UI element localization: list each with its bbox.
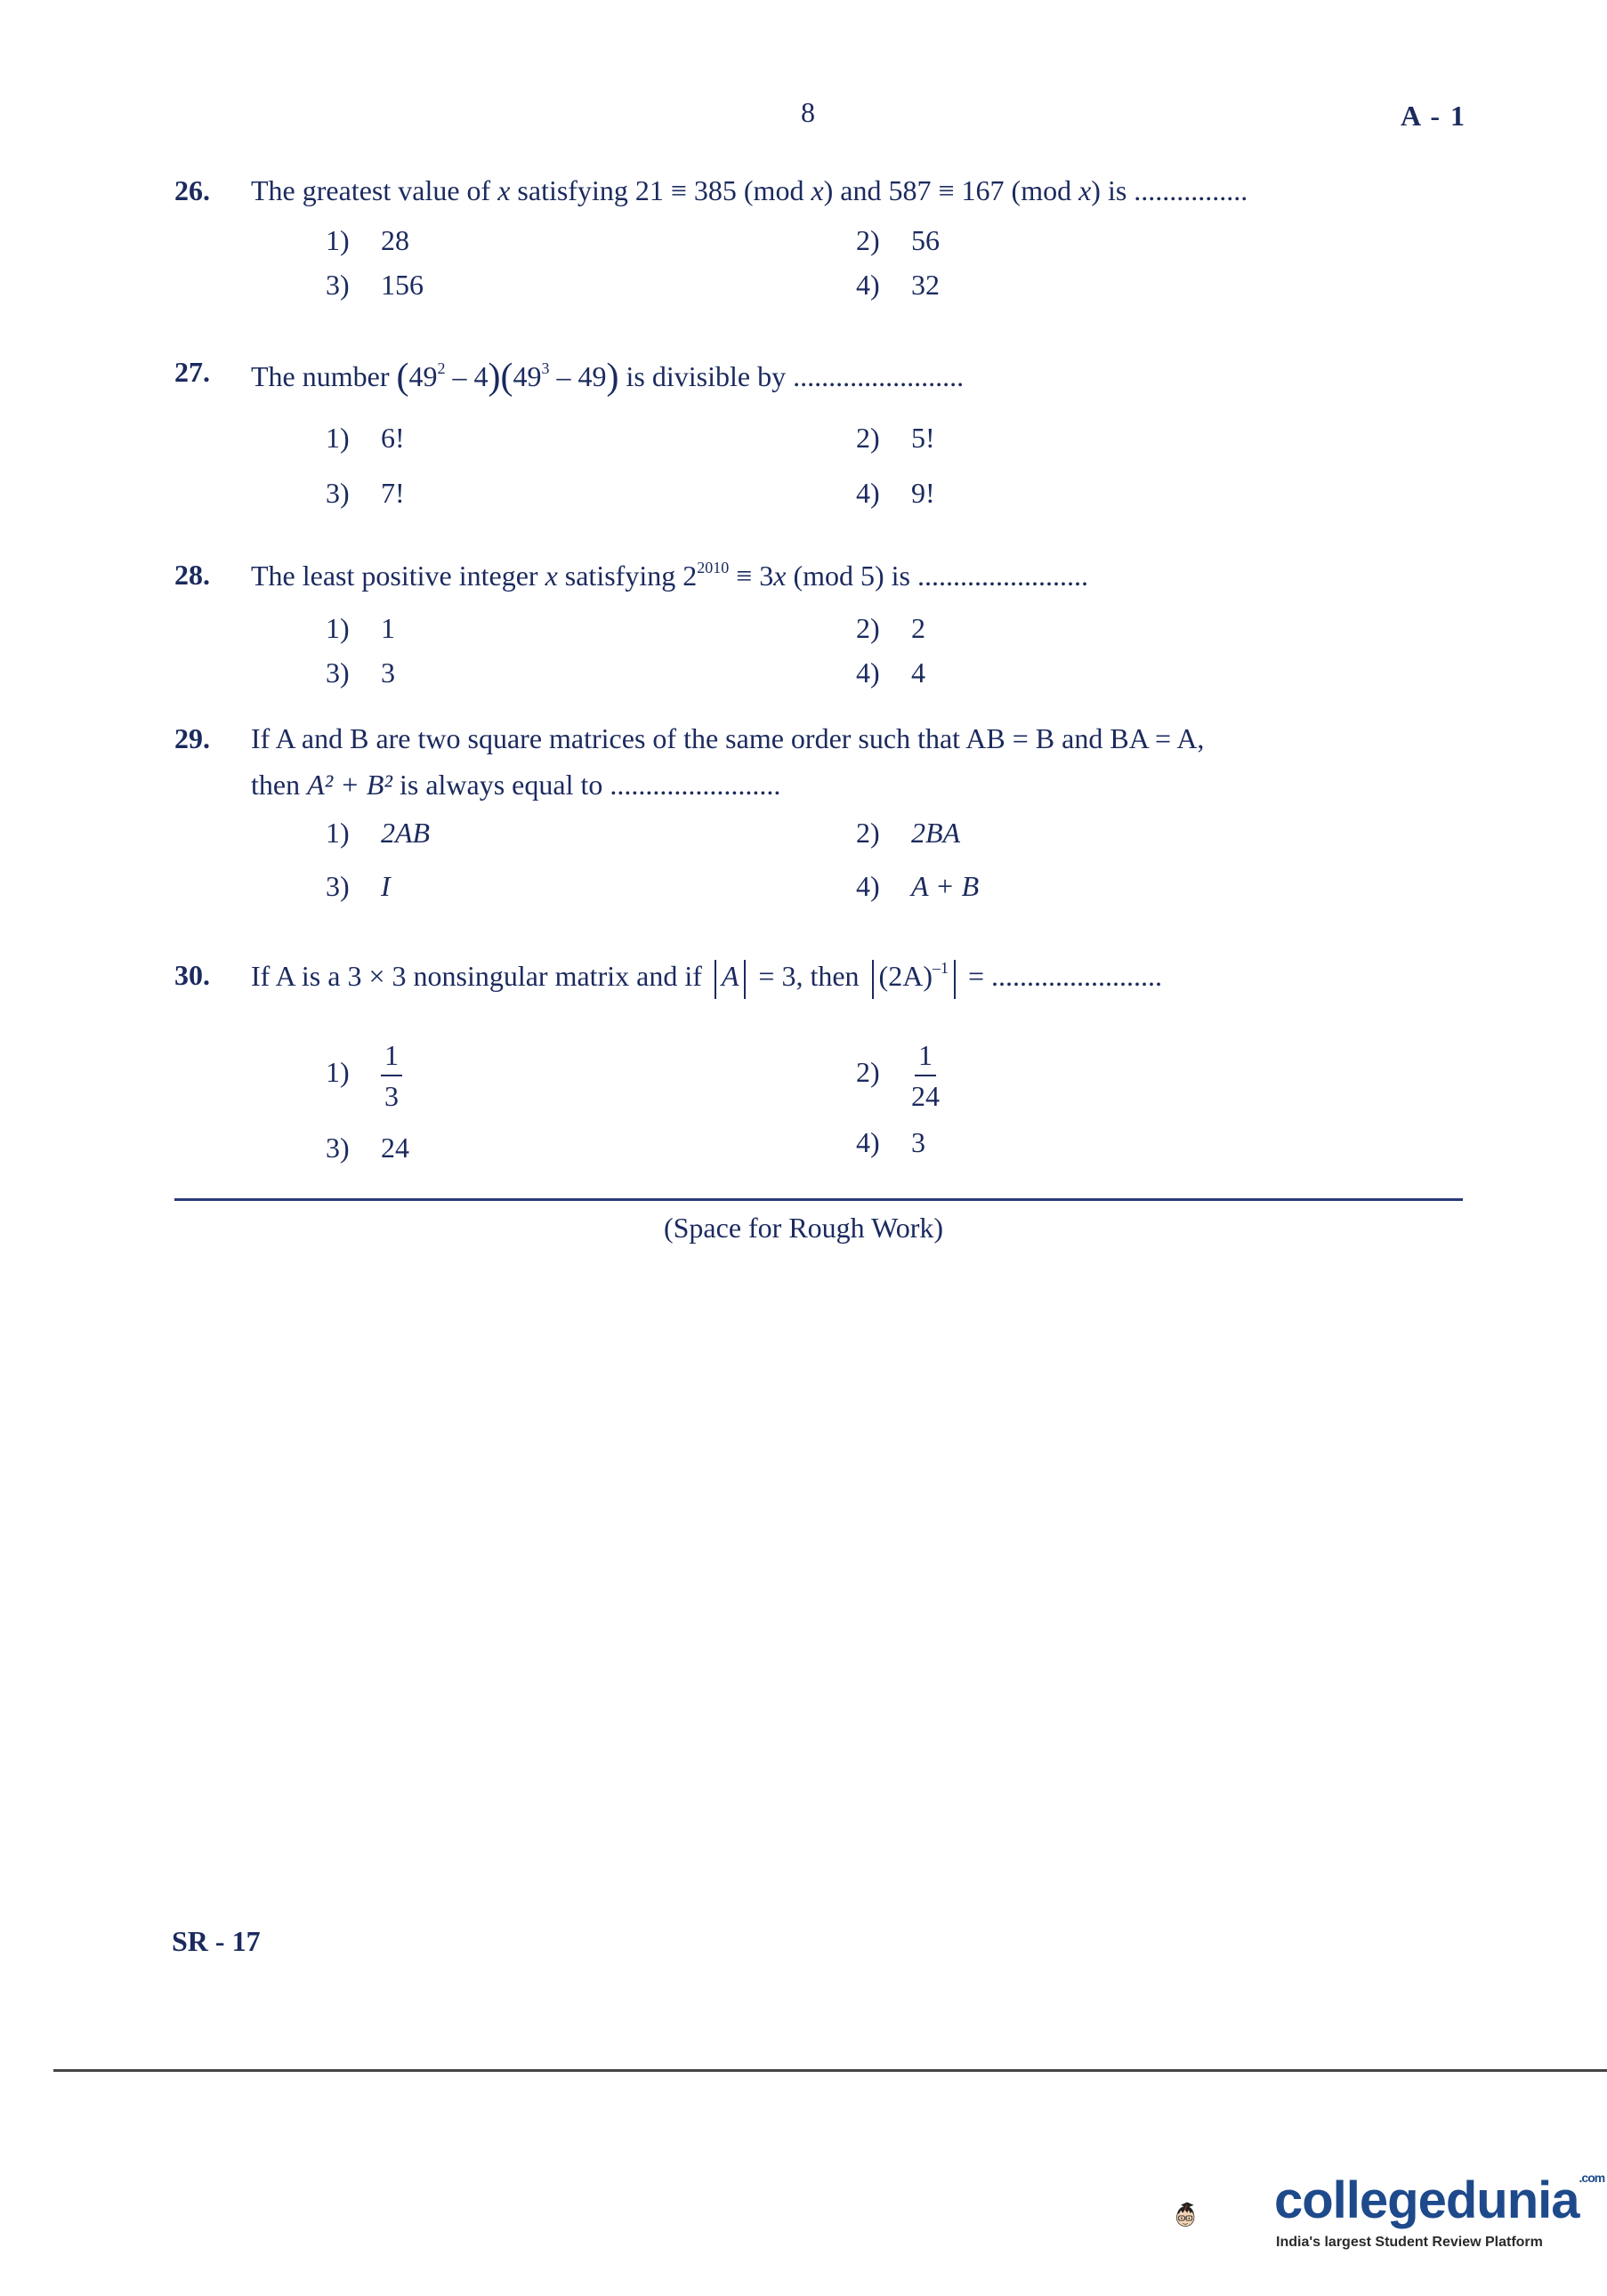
option-4: 4) A + B [856,870,980,902]
option-1: 1) $\frac{1}{3}$ [326,1041,402,1110]
option-2: 2) 56 [856,224,940,256]
question-text: The greatest value of x satisfying 21 ≡ 385 (mod x) and 587 ≡ 167 (mod x) is ................ [251,174,1248,206]
option-4: 4) 9! [856,477,935,509]
question-number: 27. [174,356,210,388]
option-4: 4) 3 [856,1126,925,1158]
brand-tagline: India's largest Student Review Platform [1276,2235,1543,2250]
option-2: 2) $\frac{1}{24}$ [856,1039,940,1112]
option-1: 1) 2AB [326,817,431,849]
option-1: 1) 28 [326,224,409,256]
page-number: 8 [801,96,815,128]
option-4: 4) 32 [856,269,940,301]
option-2: 2) 5! [856,422,935,454]
question-text-line2: then A² + B² is always equal to ........................ [251,769,781,801]
brand-name: collegedunia$^{.com}$ [1274,2171,1605,2229]
footer-code: SR - 17 [172,1925,261,1957]
option-1: 1) 6! [326,422,405,454]
option-3: 3) I [326,870,391,902]
page-bottom-line [53,2069,1607,2072]
option-2: 2) 2 [856,612,925,644]
divider [174,1198,1463,1201]
rough-work-label: (Space for Rough Work) [663,1212,944,1244]
option-3: 3) 156 [326,269,424,301]
question-number: 30. [174,959,210,991]
option-1: 1) 1 [326,612,395,644]
fraction: $\frac{1}{3}$ [381,1041,402,1110]
option-3: 3) 24 [326,1132,409,1164]
question-text-line1: If A and B are two square matrices of the same order such that AB = B and BA = A, [251,722,1205,754]
question-text: The number $(49^2 - 4)(49^3 - 49)$ is divisible by ........................ [251,357,965,398]
option-3: 3) 3 [326,657,395,689]
collegedunia-mascot-icon [1175,2153,1272,2277]
fraction: $\frac{1}{24}$ [911,1039,940,1112]
question-number: 29. [174,722,210,754]
option-3: 3) 7! [326,477,405,509]
question-text: The least positive integer x satisfying $2^{2010} \equiv 3x$ (mod 5) is ........................ [251,559,1088,592]
question-text: If A is a 3 × 3 nonsingular matrix and if A = 3, then $(2A)^{-1}$ = ........................ [251,959,1162,999]
option-2: 2) 2BA [856,817,961,849]
question-number: 26. [174,174,210,206]
paper-code: A - 1 [1401,100,1466,132]
option-4: 4) 4 [856,657,925,689]
question-number: 28. [174,559,210,591]
